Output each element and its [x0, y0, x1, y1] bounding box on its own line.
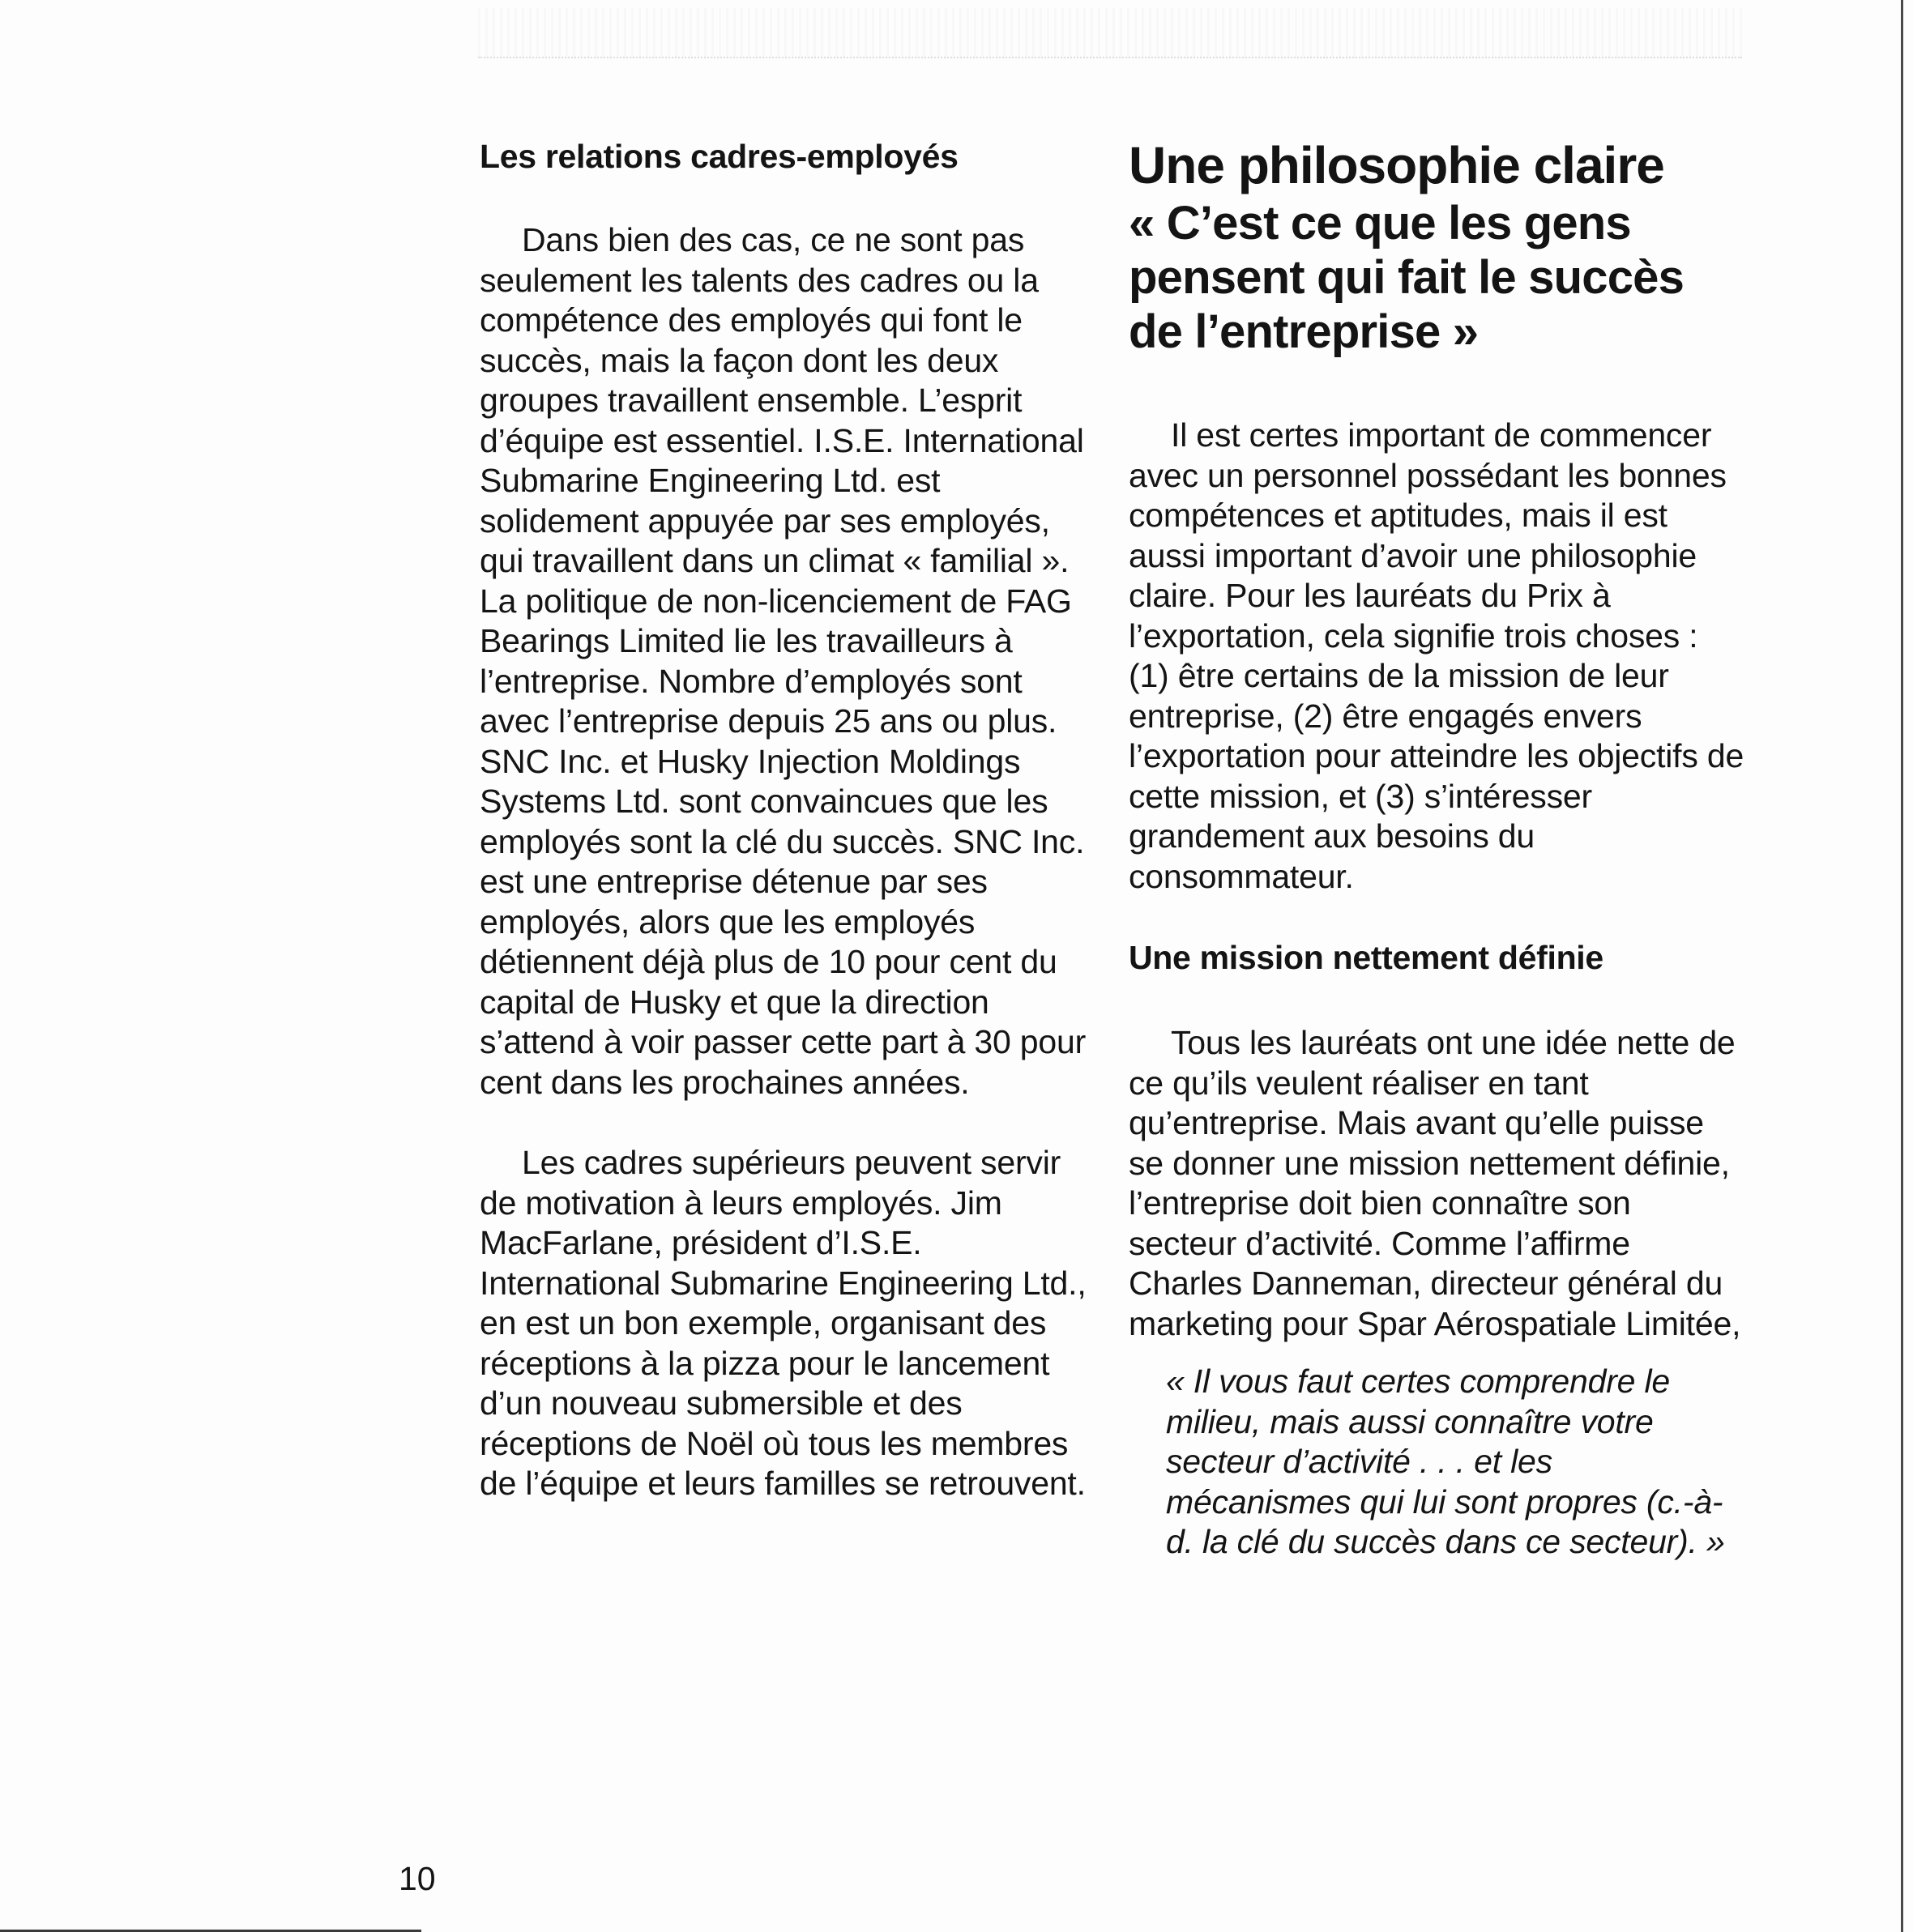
paragraph-intro: Il est certes important de commencer avec un personnel possédant les bonnes compétences et aptitudes, mais il est aussi important d’avoir une philosophie claire. Pour les lauréats du Prix à l’exportation, cela signifie trois choses : (1) être certains de la mission de leur entreprise, (2) être engagés envers l’exportation pour atteindre les objectifs de cette mission, et (3) s’intéresser grandement aux besoins du consommateur.	[1129, 416, 1744, 895]
section-heading-relations: Les relations cadres-employés	[480, 138, 959, 175]
scan-artifact-top	[478, 8, 1742, 58]
quote-danneman: « Il vous faut certes comprendre le milieu, mais aussi connaître votre secteur d’activité . . . et les mécanismes qui lui sont propres (c.-à-d. la clé du succès dans ce secteur). »	[1166, 1363, 1725, 1560]
page-number: 10	[399, 1860, 436, 1897]
section-heading-mission: Une mission nettement définie	[1129, 939, 1603, 976]
paragraph-relations-2: Les cadres supérieurs peuvent servir de motivation à leurs employés. Jim MacFarlane, président d’I.S.E. International Submarine Engineering Ltd., en est un bon exemple, organisant des réceptions à la pizza pour le lancement d’un nouveau submersible et des réceptions de Noël où tous les membres de l’équipe et leurs familles se retrouvent.	[480, 1144, 1087, 1502]
paragraph-mission: Tous les lauréats ont une idée nette de ce qu’ils veulent réaliser en tant qu’entreprise. Mais avant qu’elle puisse se donner une mission nettement définie, l’entreprise doit bien connaître son secteur d’activité. Comme l’affirme Charles Danneman, directeur général du marketing pour Spar Aérospatiale Limitée,	[1129, 1024, 1741, 1342]
paragraph-relations-1: Dans bien des cas, ce ne sont pas seulement les talents des cadres ou la compétence des employés qui font le succès, mais la façon dont les deux groupes travaillent ensemble. L’esprit d’équipe est essentiel. I.S.E. International Submarine Engineering Ltd. est solidement appuyée par ses employés, qui travaillent dans un climat « familial ». La politique de non-licenciement de FAG Bearings Limited lie les travailleurs à l’entreprise. Nombre d’employés sont avec l’entreprise depuis 25 ans ou plus. SNC Inc. et Husky Injection Moldings Systems Ltd. sont convaincues que les employés sont la clé du succès. SNC Inc. est une entreprise détenue par ses employés, alors que les employés détiennent déjà plus de 10 pour cent du capital de Husky et que la direction s’attend à voir passer cette part à 30 pour cent dans les prochaines années.	[480, 221, 1087, 1101]
article-title: Une philosophie claire	[1129, 136, 1664, 194]
article-subtitle: « C’est ce que les gens pensent qui fait le succès de l’entreprise »	[1129, 197, 1685, 358]
right-column	[1129, 136, 1744, 1563]
scan-artifact-right-edge	[1901, 0, 1907, 1932]
left-column	[480, 136, 1095, 1545]
